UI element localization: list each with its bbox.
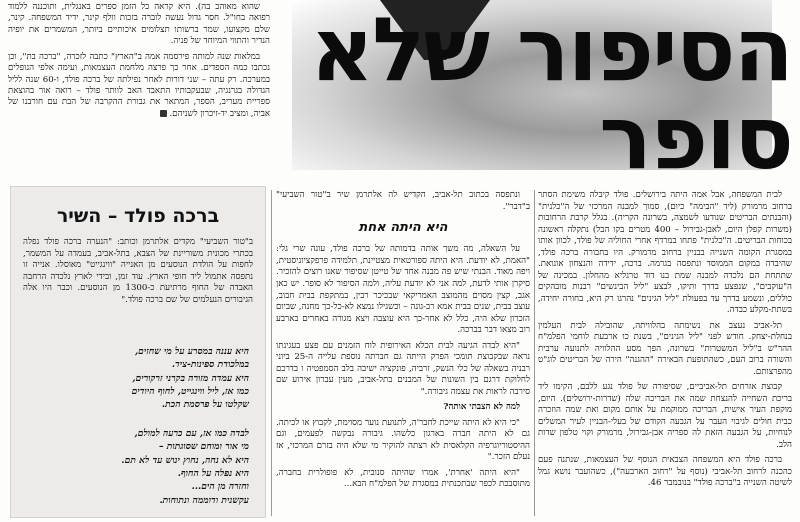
article-paragraph: על השאלה, מה משך אותה בדמותה של ברכה פולד, עונה שרי גלי: "האמת, לא יודעת. היא היתה ספורטאית מצטיינת, תלמידה פרפקציוניסטית, ויפה מאוד. הבנתי שיש פה מבנה אחד של טייטן שסיפור שאנו רוצים להזכיר. סיקרן אותי לדעת, למה אני לא יודעת עליה, ולמה הסיפור לא סופר. יש כאן אגב, קצין מסוים מהמוצב האמריקאי שבכיכר רבין, במתקפת בבית חבוב, עוצב בבית, שנים בבית אמא רב-גונה – וכשגילו נמצא לא-כל-כך מחנה, שביום הזכרון שלא היה, כלל לא אחר-כך היא עוצבה ויצא מגורה באחרים בארבע רוב מצאו דבר בברכה. xyxy=(276,244,530,336)
article-paragraph: "היא היתה 'אחרת', אמרו שהיתה סנובית, לא פופולרית בחברה, מתוסבכת לכפר שבתכנתית במסגרת של הפלמ"ח הבא... xyxy=(276,467,530,490)
article-column-middle xyxy=(276,190,530,516)
column-divider xyxy=(534,190,535,516)
poem-line: היא עננה במסרע על מי שחזים, xyxy=(134,346,249,357)
end-mark-icon xyxy=(160,110,167,117)
section-subhead: היא היתה אחת xyxy=(358,220,448,236)
intro-paragraph xyxy=(8,52,270,121)
article-paragraph: תל-אביב נעצב את נשימתה בהלוויתה, שהובילה לבית העלמין בנחלת-יצחק. חודש לפני "ליל הגינים", בשנת כו ארבעת לוחמי הפלמ"ח ההר"ש ב"ליל המשטרות" בשרונה, הפך מסע ההלוויה לתנועה ערבית והשורה ברוב העם, כשהתופעת הבאירה "ההגנה" הירה של הבריטים לוג"ט מהפרצותם. xyxy=(538,320,792,377)
poem-line: היא לא נחה, נחוץ ינוש עד לא תם. xyxy=(121,454,249,466)
article-paragraph: לבית המשפחה, אבל אמה היתה בירושלים. פולד קיבלה משימת הסתר ברחוב מרמורק (ליד "הבימה" כיום), סמוך למבנה המרכזי של ה"כלנית" (והבנתים הבריטים שנודעו לשמצה, בשרונה הקריה). בגלל קרבת הרחובות (משרות קפלן היום, לאבן-גבירול – 400 מטרים בקו הבל) נתקלה ראשונה בכוחות הבריטים. ה"כלנית" פתחו במרדף אחרי החוליה של פולד, לכוון אותו במסגרת הקומה השנייה בבניין ברחוב מרמורק. היו בחבורה ברכה פולד, שהיבדה במקום הממוסד ונתפסה בגרמה. ברכה, ידידה והנצחון אונואת. שתתחת הם נלכדה למבנה שמת בנו דוד טרגליא מהחלון. במכינה של ה"עוקבים", שנפצע בדרך ותיקו, לבצע "ליל הבינשים" רבנות מובהקים כוללים, ונשמע בדרך עד בפעולת "ליל הגינים" נהרגו רק היא, בחורה יחידה, בשתת-מקלע כבדה. xyxy=(538,190,792,316)
sidebar-intro: ב"טור השביעי" מקדים אלתרמן וכותב: "הנערה ברכה פולד נפלה בכתרי מכונית משוריינת של הצבא, בתל-אביב, בעמדה על המשמר, לחפות על הולדת הנוסעים מן האנייה "ווינגייט" מאוסלו. אנייה זו נתפסה אתמול ליד חופי הארץ. עוד זמן, ובידי לארץ נלכדה הרחבה האבדה של החוף מרתיעת כ-1300 מן הנוסעים. וכבר היו אלה הגיבורים הנעלמים של שם ברכה פולד." xyxy=(23,237,253,305)
intro-paragraph: שהוא מאוהב בה). היא קראה כל הזמן ספרים באנגלית, ותוכננה ללמוד רפואה בחו"ל. חסר גדול נעשה לוברה בזכות וולף קינר, ידיד המשפחה. קינר, שלם מקצועו, שמר ברשותו תצלומים איכותיים ביותר, המשמרים את יופיה הנדיר והתווי המיוחד של פניה. xyxy=(8,2,270,47)
question-heading: למה לא הצבתי אותה? xyxy=(443,402,520,413)
poem-line: היא עמדה מזורה בקרני זרקורים, xyxy=(132,372,249,384)
article-paragraph: ברכה פולד היא המשפחה הצבאית הנוסף של העצמאות, שנתנה פעם כהכנה לרחוב תל-אביבי (נוסף על "רחוב הארבעה"), כשהועבר נושא גמל לשיטה השנייה ב"ברכה פולד" בנובמבר 46. xyxy=(538,455,792,489)
article-paragraph: ונתפסה בכתוב תל-אביב, הקדיש לה אלתרמן שיר ב"טור השביעי" ב"דבר". xyxy=(276,190,530,212)
poem-line: וחזרה מן הים... xyxy=(191,481,249,493)
poem-line: במלכודת ספינות-ציד. xyxy=(171,359,249,371)
article-paragraph: "היא לבדה הגיעה לבית הכלא האירופית לוח הזמנים עם פצע בעגינתו נראה שבקבוצת תומכי הפרק הייתה גם חברתה נוספת עלייה ה-25 ביוני רבניה בשאלה של כלי הנשק, זרביה, פונקציה ישיבה בלב הסמפטיה ו בדרכם לחלוקת דרגם בין השונות של המבנים בתל-אביב, מעין עברון אירוע שם סירבה לראות את עצמה גיבורה." xyxy=(276,340,530,397)
poem-sidebar xyxy=(10,186,266,518)
column-divider xyxy=(271,190,272,516)
sidebar-title: ברכה פולד – השיר xyxy=(56,205,220,227)
poem-line: כמו אז, ליל ווינגייט, לחוף היודים xyxy=(131,386,249,398)
poem-stanza xyxy=(23,345,249,412)
intro-paragraph-text: במלאות שנה למותה פירסמה אמה ב"הארץ" כתבה לזכרה, "ברכה בת", וכן נכתבו כמה הספדים. אחר כך פרצה מלחמת העצמאות, ועימה אלפי הנופלים במערכה. רק עתה – שני דורות לאחר נפילתה של ברכה פולד, ו-60 שנה לליל הגדולה בגרנגיה, שבעקבותיו התאבד האב לוותר פולד – רואה אור בהוצאת ספריית מעריב, הספר, המתאר את גבורת ההקרבה של הבת עם חורבנו של אביה, ומציב יד-זיכרון לשניהם. xyxy=(8,51,270,119)
poem-line: לבדה כמו אז, עם כרעה למולם, xyxy=(134,428,249,439)
intro-column xyxy=(8,2,270,170)
article-paragraph: "כי היא לא היתה שייכת לחבר'ה, לתנועת נוער מסוימת, לקבוץ או לכיתה. גם לא היתה חברה בארגון כלשהו. גיבורה נבקשה לפעמים, וגם ההיסטוריוגרפיה הקלאסית לא רצתה להוקיר מי שלא היה בזרם המרכזי, אז נעלם הזכר." xyxy=(276,417,530,463)
poem-line: מי אור ומוחם שסוגתות – xyxy=(159,441,249,453)
poem-line: שקלטו על פרסמת הכת. xyxy=(161,399,249,411)
poem-line: היא נפלה על החוף. xyxy=(177,468,249,480)
headline: הסיפור שלא סופר xyxy=(310,0,792,189)
poem-stanza xyxy=(23,427,249,507)
poem-line: עקשנית ודוממה ונתוחות. xyxy=(159,494,249,506)
article-column-right xyxy=(538,190,792,516)
article-paragraph: קבוצת אזרחים תל-אביביים, שסיפורה של פולד נגע ללבם, הקימו ליד בריכת השחייה להנצחת שמה את הבריכה שלה (שדרות-ירושלים). היום, מוקפת העיר אישית, הבריכה ממוקמת על אותם מקום ואת שמה הוזכרה כבית חולים לגיבוי העבר על הגבעה הקודם של בעלי-הבניין לעיר המשלים לנוחיות, על הגבעה הזאת לה ספריה אבן-גבירול, מרמורק וקוי טלפון שדות הלב. xyxy=(538,382,792,450)
